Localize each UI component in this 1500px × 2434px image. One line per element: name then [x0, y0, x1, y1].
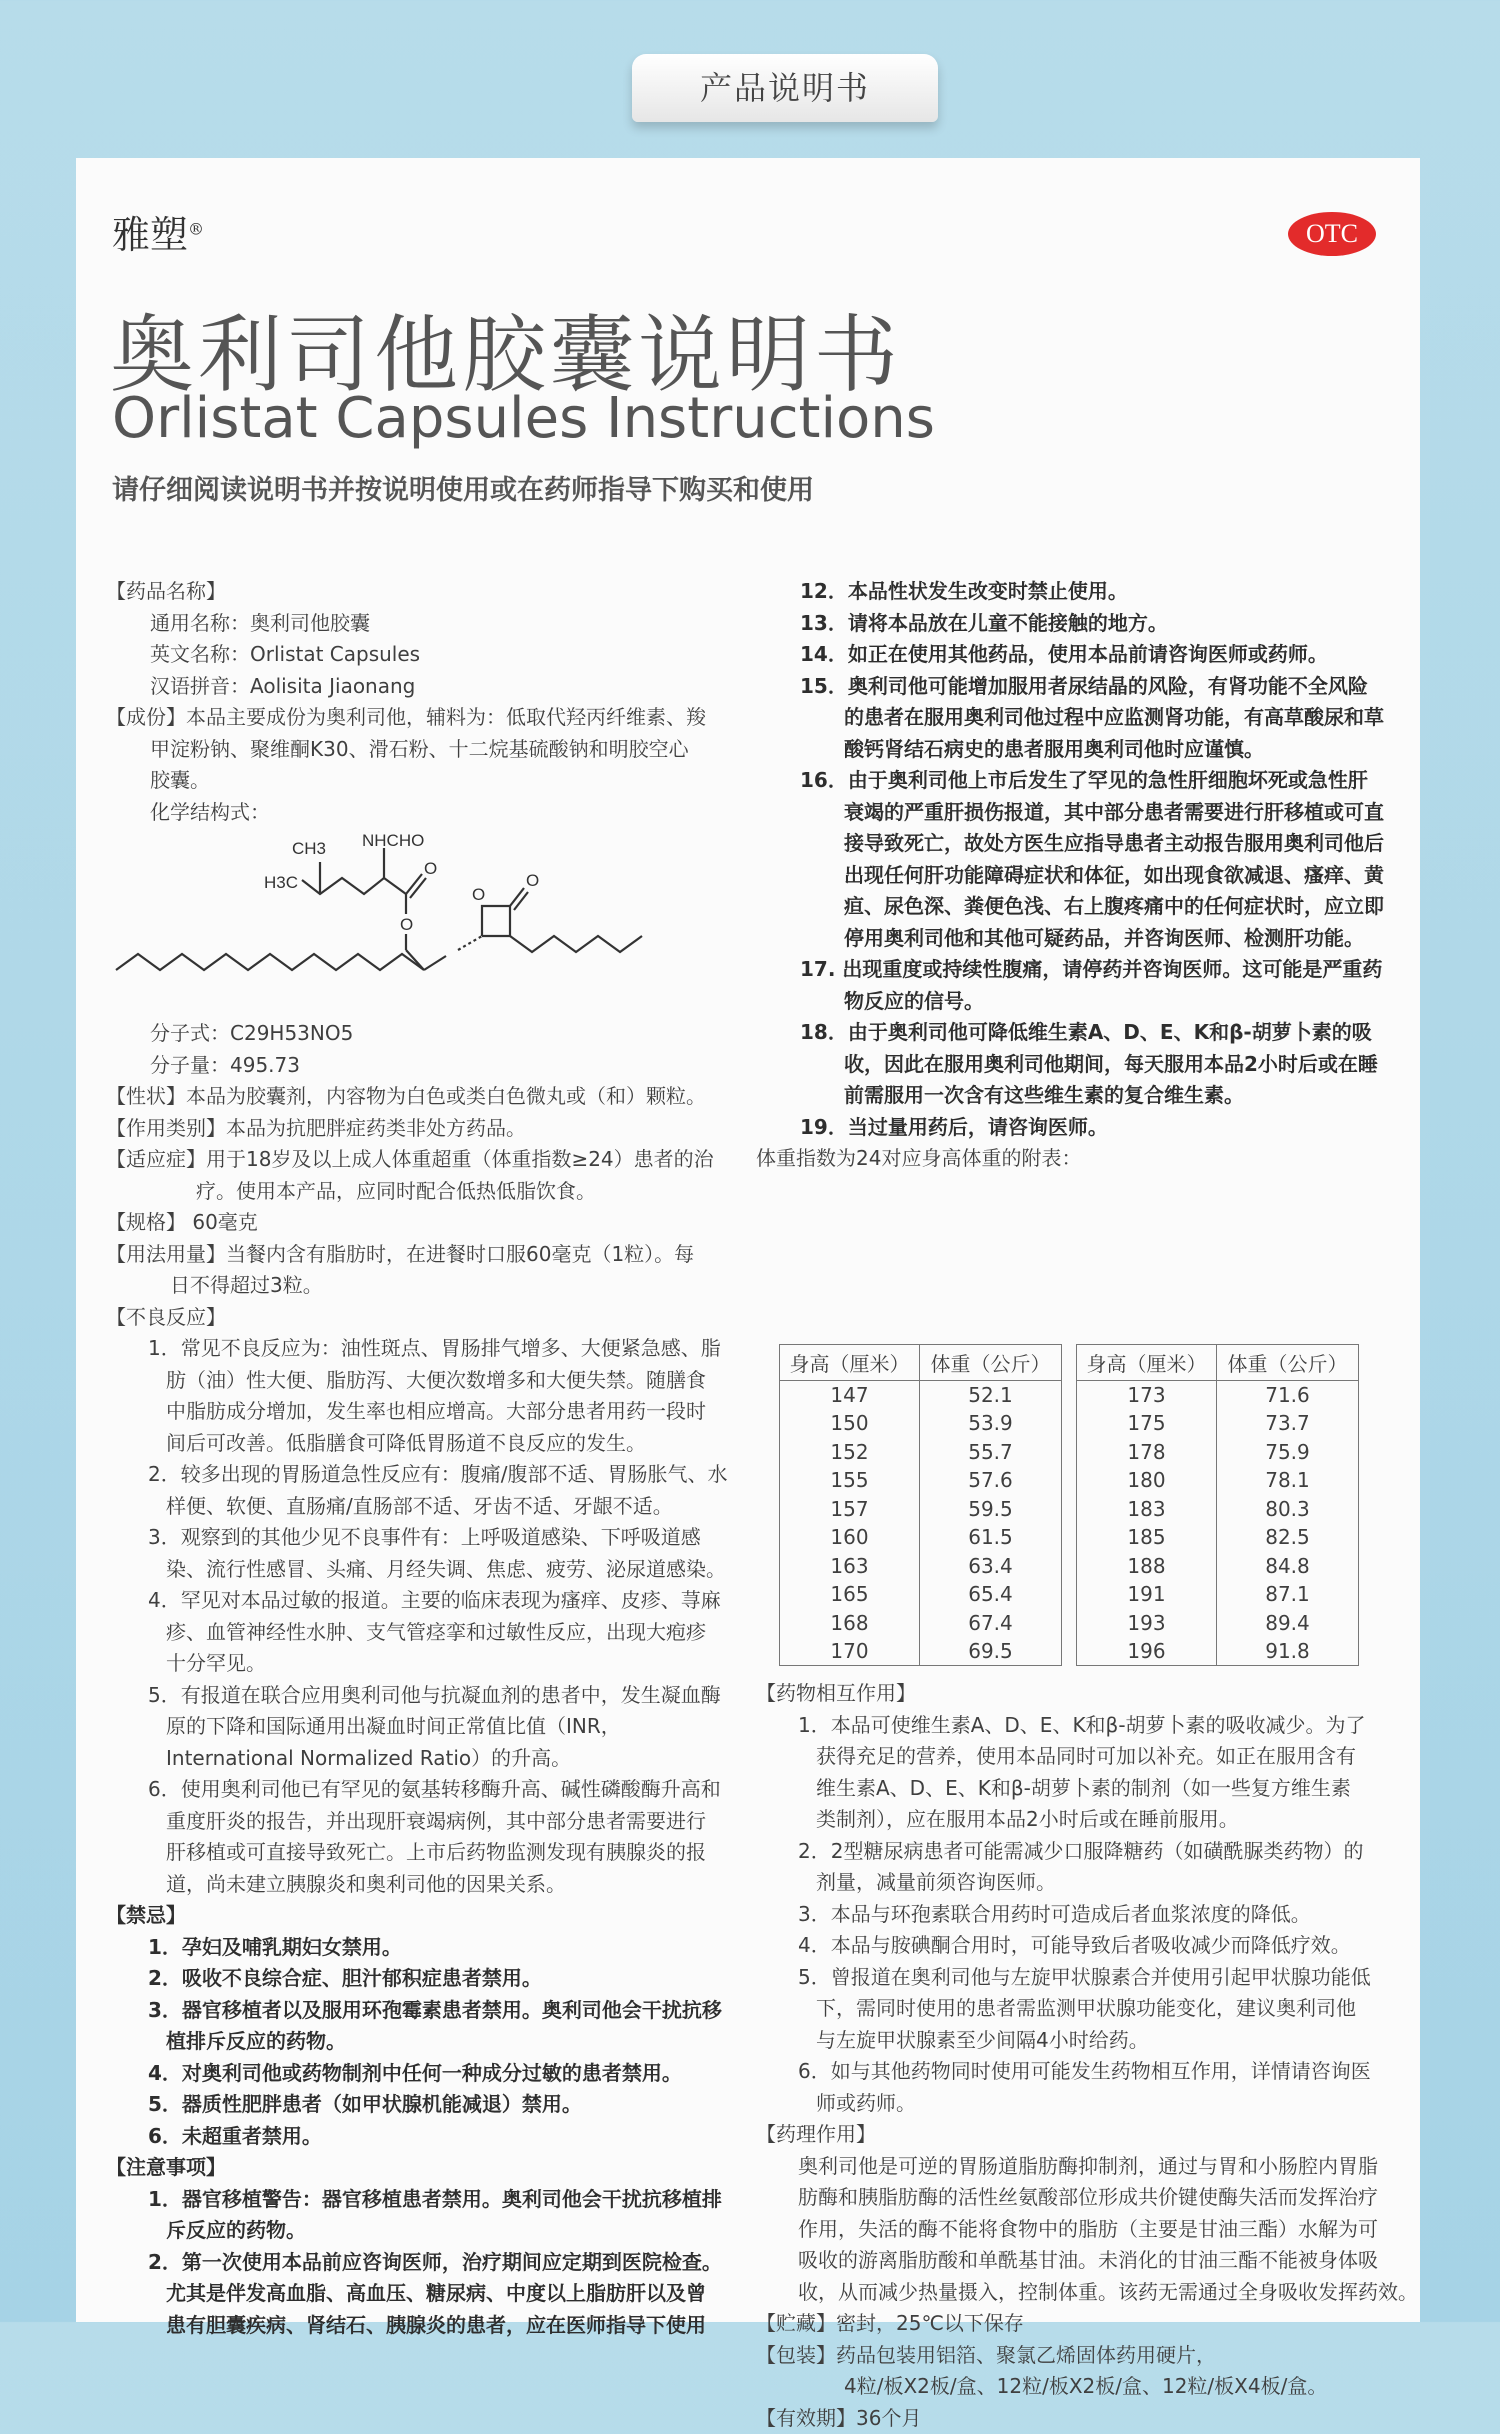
table-cell: 196 — [1077, 1637, 1217, 1666]
text-line: 疗。使用本产品，应同时配合低热低脂饮食。 — [106, 1176, 758, 1208]
table-row — [1077, 1552, 1359, 1581]
text-line: 1．常见不良反应为：油性斑点、胃肠排气增多、大便紧急感、脂 — [106, 1333, 758, 1365]
table-row — [1077, 1381, 1359, 1410]
otc-badge: OTC — [1288, 212, 1376, 256]
table-row — [1077, 1637, 1359, 1666]
text-line: 出现任何肝功能障碍症状和体征，如出现食欲减退、瘙痒、黄 — [756, 860, 1404, 892]
text-line: 体重指数为24对应身高体重的附表： — [756, 1143, 1404, 1175]
text-line: 4．罕见对本品过敏的报道。主要的临床表现为瘙痒、皮疹、荨麻 — [106, 1585, 758, 1617]
text-line: 获得充足的营养，使用本品同时可加以补充。如正在服用含有 — [756, 1741, 1404, 1773]
text-line: 3．观察到的其他少见不良事件有：上呼吸道感染、下呼吸道感 — [106, 1522, 758, 1554]
text-line: 下，需同时使用的患者需监测甲状腺功能变化，建议奥利司他 — [756, 1993, 1404, 2025]
table-cell: 160 — [780, 1523, 920, 1552]
text-line: 肝移植或可直接导致死亡。上市后药物监测发现有胰腺炎的报 — [106, 1837, 758, 1869]
text-line: 15．奥利司他可能增加服用者尿结晶的风险，有肾功能不全风险 — [756, 671, 1404, 703]
chem-label-o1: O — [424, 859, 437, 878]
table-row — [1077, 1523, 1359, 1552]
instruction-sheet — [76, 158, 1420, 2322]
chem-label-o4: O — [526, 871, 539, 890]
table-cell: 69.5 — [920, 1637, 1062, 1666]
table-row — [780, 1495, 1062, 1524]
text-line: 1．器官移植警告：器官移植患者禁用。奥利司他会干扰抗移植排 — [106, 2184, 758, 2216]
text-line: 3．本品与环孢素联合用药时可造成后者血浆浓度的降低。 — [756, 1899, 1404, 1931]
table-cell: 165 — [780, 1580, 920, 1609]
right-column — [756, 576, 1404, 1175]
table-cell: 61.5 — [920, 1523, 1062, 1552]
text-line: 【禁忌】 — [106, 1900, 758, 1932]
table-cell: 57.6 — [920, 1466, 1062, 1495]
text-line: 重度肝炎的报告，并出现肝衰竭病例，其中部分患者需要进行 — [106, 1806, 758, 1838]
text-line: 【药理作用】 — [756, 2119, 1404, 2151]
table-cell: 75.9 — [1217, 1438, 1359, 1467]
text-line: 停用奥利司他和其他可疑药品，并咨询医师、检测肝功能。 — [756, 923, 1404, 955]
bmi-table-left — [779, 1344, 1062, 1666]
table-cell: 191 — [1077, 1580, 1217, 1609]
table-row — [1077, 1580, 1359, 1609]
table-cell: 78.1 — [1217, 1466, 1359, 1495]
text-line: 原的下降和国际通用出凝血时间正常值比值（INR， — [106, 1711, 758, 1743]
table-header: 身高（厘米） — [1077, 1345, 1217, 1381]
table-cell: 175 — [1077, 1409, 1217, 1438]
table-cell: 157 — [780, 1495, 920, 1524]
table-cell: 147 — [780, 1381, 920, 1410]
text-line: 16．由于奥利司他上市后发生了罕见的急性肝细胞坏死或急性肝 — [756, 765, 1404, 797]
text-line: 样便、软便、直肠痛/直肠部不适、牙齿不适、牙龈不适。 — [106, 1491, 758, 1523]
text-line: 【作用类别】本品为抗肥胖症药类非处方药品。 — [106, 1113, 758, 1145]
right-section-top — [756, 576, 1404, 1175]
table-cell: 53.9 — [920, 1409, 1062, 1438]
text-line: 化学结构式： — [106, 797, 758, 829]
text-line: 3．器官移植者以及服用环孢霉素患者禁用。奥利司他会干扰抗移 — [106, 1995, 758, 2027]
text-line: 疹、血管神经性水肿、支气管痉挛和过敏性反应，出现大疱疹 — [106, 1617, 758, 1649]
table-cell: 168 — [780, 1609, 920, 1638]
text-line: 衰竭的严重肝损伤报道，其中部分患者需要进行肝移植或可直 — [756, 797, 1404, 829]
text-line: 6．未超重者禁用。 — [106, 2121, 758, 2153]
text-line: 4．对奥利司他或药物制剂中任何一种成分过敏的患者禁用。 — [106, 2058, 758, 2090]
text-line: 通用名称：奥利司他胶囊 — [106, 608, 758, 640]
text-line: 十分罕见。 — [106, 1648, 758, 1680]
text-line: 染、流行性感冒、头痛、月经失调、焦虑、疲劳、泌尿道感染。 — [106, 1554, 758, 1586]
text-line: 尤其是伴发高血脂、高血压、糖尿病、中度以上脂肪肝以及曾 — [106, 2278, 758, 2310]
table-cell: 59.5 — [920, 1495, 1062, 1524]
text-line: 肪酶和胰脂肪酶的活性丝氨酸部位形成共价键使酶失活而发挥治疗 — [756, 2182, 1404, 2214]
text-line: 收，从而减少热量摄入，控制体重。该药无需通过全身吸收发挥药效。 — [756, 2277, 1404, 2309]
text-line: 2．吸收不良综合症、胆汁郁积症患者禁用。 — [106, 1963, 758, 1995]
text-line: 5．有报道在联合应用奥利司他与抗凝血剂的患者中，发生凝血酶 — [106, 1680, 758, 1712]
text-line: 吸收的游离脂肪酸和单酰基甘油。未消化的甘油三酯不能被身体吸 — [756, 2245, 1404, 2277]
table-cell: 91.8 — [1217, 1637, 1359, 1666]
text-line: 奥利司他是可逆的胃肠道脂肪酶抑制剂，通过与胃和小肠腔内胃脂 — [756, 2151, 1404, 2183]
text-line: 13．请将本品放在儿童不能接触的地方。 — [756, 608, 1404, 640]
table-cell: 73.7 — [1217, 1409, 1359, 1438]
text-line: 斥反应的药物。 — [106, 2215, 758, 2247]
chemical-structure — [106, 828, 758, 1018]
table-cell: 71.6 — [1217, 1381, 1359, 1410]
text-line: 5．器质性肥胖患者（如甲状腺机能减退）禁用。 — [106, 2089, 758, 2121]
text-line: 6．使用奥利司他已有罕见的氨基转移酶升高、碱性磷酸酶升高和 — [106, 1774, 758, 1806]
text-line: 剂量，减量前须咨询医师。 — [756, 1867, 1404, 1899]
text-line: 接导致死亡，故处方医生应指导患者主动报告服用奥利司他后 — [756, 828, 1404, 860]
text-line: 【药物相互作用】 — [756, 1678, 1404, 1710]
text-line: 疸、尿色深、粪便色浅、右上腹疼痛中的任何症状时，应立即 — [756, 891, 1404, 923]
text-line: 【成份】本品主要成份为奥利司他，辅料为：低取代羟丙纤维素、羧 — [106, 702, 758, 734]
table-row — [780, 1523, 1062, 1552]
table-row — [780, 1381, 1062, 1410]
text-line: 作用，失活的酶不能将食物中的脂肪（主要是甘油三酯）水解为可 — [756, 2214, 1404, 2246]
table-cell: 193 — [1077, 1609, 1217, 1638]
table-cell: 82.5 — [1217, 1523, 1359, 1552]
right-column-bottom — [756, 1678, 1404, 2434]
text-line: 【包装】药品包装用铝箔、聚氯乙烯固体药用硬片， — [756, 2340, 1404, 2372]
table-cell: 178 — [1077, 1438, 1217, 1467]
table-row — [780, 1438, 1062, 1467]
left-column — [106, 576, 758, 2341]
page-title-english: Orlistat Capsules Instructions — [112, 386, 935, 451]
text-line: 14．如正在使用其他药品，使用本品前请咨询医师或药师。 — [756, 639, 1404, 671]
table-row — [780, 1637, 1062, 1666]
text-line: 【适应症】用于18岁及以上成人体重超重（体重指数≥24）患者的治 — [106, 1144, 758, 1176]
text-line: 类制剂），应在服用本品2小时后或在睡前服用。 — [756, 1804, 1404, 1836]
text-line: 肪（油）性大便、脂肪泻、大便次数增多和大便失禁。随膳食 — [106, 1365, 758, 1397]
chem-label-o2: O — [400, 915, 413, 934]
table-cell: 188 — [1077, 1552, 1217, 1581]
text-line: 与左旋甲状腺素至少间隔4小时给药。 — [756, 2025, 1404, 2057]
table-cell: 67.4 — [920, 1609, 1062, 1638]
text-line: 【贮藏】密封，25℃以下保存 — [756, 2308, 1404, 2340]
table-header: 体重（公斤） — [920, 1345, 1062, 1381]
table-cell: 150 — [780, 1409, 920, 1438]
left-section-top — [106, 576, 758, 828]
chem-label-ch3: CH3 — [292, 839, 326, 858]
table-header: 身高（厘米） — [780, 1345, 920, 1381]
text-line: 中脂肪成分增加，发生率也相应增高。大部分患者用药一段时 — [106, 1396, 758, 1428]
text-line: 道，尚未建立胰腺炎和奥利司他的因果关系。 — [106, 1869, 758, 1901]
text-line: 物反应的信号。 — [756, 986, 1404, 1018]
table-cell: 173 — [1077, 1381, 1217, 1410]
text-line: 间后可改善。低脂膳食可降低胃肠道不良反应的发生。 — [106, 1428, 758, 1460]
text-line: 18．由于奥利司他可降低维生素A、D、E、K和β-胡萝卜素的吸 — [756, 1017, 1404, 1049]
table-row — [1077, 1495, 1359, 1524]
table-row — [1077, 1466, 1359, 1495]
table-cell: 63.4 — [920, 1552, 1062, 1581]
table-cell: 183 — [1077, 1495, 1217, 1524]
chem-label-nhcho: NHCHO — [362, 831, 424, 850]
chem-label-o3: O — [472, 885, 485, 904]
text-line: 患有胆囊疾病、肾结石、胰腺炎的患者，应在医师指导下使用 — [106, 2310, 758, 2342]
text-line: 维生素A、D、E、K和β-胡萝卜素的制剂（如一些复方维生素 — [756, 1773, 1404, 1805]
table-row — [780, 1552, 1062, 1581]
bmi-table-right — [1076, 1344, 1359, 1666]
table-cell: 55.7 — [920, 1438, 1062, 1467]
usage-notice: 请仔细阅读说明书并按说明使用或在药师指导下购买和使用 — [112, 468, 814, 507]
table-row — [1077, 1409, 1359, 1438]
text-line: 5．曾报道在奥利司他与左旋甲状腺素合并使用引起甲状腺功能低 — [756, 1962, 1404, 1994]
text-line: 【不良反应】 — [106, 1302, 758, 1334]
text-line: 12．本品性状发生改变时禁止使用。 — [756, 576, 1404, 608]
text-line: 6．如与其他药物同时使用可能发生药物相互作用，详情请咨询医 — [756, 2056, 1404, 2088]
text-line: 17. 出现重度或持续性腹痛，请停药并咨询医师。这可能是严重药 — [756, 954, 1404, 986]
text-line: International Normalized Ratio）的升高。 — [106, 1743, 758, 1775]
table-cell: 155 — [780, 1466, 920, 1495]
right-section-bottom — [756, 1678, 1404, 2434]
table-row — [780, 1580, 1062, 1609]
text-line: 【规格】 60毫克 — [106, 1207, 758, 1239]
text-line: 胶囊。 — [106, 765, 758, 797]
table-cell: 185 — [1077, 1523, 1217, 1552]
table-row — [780, 1466, 1062, 1495]
text-line: 1．孕妇及哺乳期妇女禁用。 — [106, 1932, 758, 1964]
text-line: 4．本品与胺碘酮合用时，可能导致后者吸收减少而降低疗效。 — [756, 1930, 1404, 1962]
table-header: 体重（公斤） — [1217, 1345, 1359, 1381]
text-line: 2．较多出现的胃肠道急性反应有：腹痛/腹部不适、胃肠胀气、水 — [106, 1459, 758, 1491]
text-line: 英文名称：Orlistat Capsules — [106, 639, 758, 671]
text-line: 植排斥反应的药物。 — [106, 2026, 758, 2058]
table-cell: 80.3 — [1217, 1495, 1359, 1524]
left-section-bottom — [106, 1018, 758, 2341]
chemical-structure-diagram — [106, 828, 706, 1018]
text-line: 【用法用量】当餐内含有脂肪时，在进餐时口服60毫克（1粒）。每 — [106, 1239, 758, 1271]
chem-label-h3c: H3C — [264, 873, 298, 892]
text-line: 收，因此在服用奥利司他期间，每天服用本品2小时后或在睡 — [756, 1049, 1404, 1081]
table-cell: 89.4 — [1217, 1609, 1359, 1638]
text-line: 分子式：C29H53NO5 — [106, 1018, 758, 1050]
text-line: 酸钙肾结石病史的患者服用奥利司他时应谨慎。 — [756, 734, 1404, 766]
brand-name: 雅塑 — [112, 213, 188, 257]
text-line: 1．本品可使维生素A、D、E、K和β-胡萝卜素的吸收减少。为了 — [756, 1710, 1404, 1742]
table-cell: 65.4 — [920, 1580, 1062, 1609]
text-line: 师或药师。 — [756, 2088, 1404, 2120]
text-line: 19．当过量用药后，请咨询医师。 — [756, 1112, 1404, 1144]
table-row — [780, 1609, 1062, 1638]
table-cell: 84.8 — [1217, 1552, 1359, 1581]
text-line: 甲淀粉钠、聚维酮K30、滑石粉、十二烷基硫酸钠和明胶空心 — [106, 734, 758, 766]
text-line: 【有效期】36个月 — [756, 2403, 1404, 2434]
text-line: 分子量：495.73 — [106, 1050, 758, 1082]
table-cell: 180 — [1077, 1466, 1217, 1495]
text-line: 的患者在服用奥利司他过程中应监测肾功能，有高草酸尿和草 — [756, 702, 1404, 734]
text-line: 【性状】本品为胶囊剂，内容物为白色或类白色微丸或（和）颗粒。 — [106, 1081, 758, 1113]
text-line: 前需服用一次含有这些维生素的复合维生素。 — [756, 1080, 1404, 1112]
registered-mark: ® — [188, 219, 204, 238]
text-line: 4粒/板X2板/盒、12粒/板X2板/盒、12粒/板X4板/盒。 — [756, 2371, 1404, 2403]
table-cell: 152 — [780, 1438, 920, 1467]
table-row — [1077, 1609, 1359, 1638]
table-cell: 52.1 — [920, 1381, 1062, 1410]
text-line: 【注意事项】 — [106, 2152, 758, 2184]
text-line: 【药品名称】 — [106, 576, 758, 608]
text-line: 日不得超过3粒。 — [106, 1270, 758, 1302]
product-manual-tab[interactable]: 产品说明书 — [632, 54, 938, 122]
text-line: 2．2型糖尿病患者可能需减少口服降糖药（如磺酰脲类药物）的 — [756, 1836, 1404, 1868]
table-cell: 170 — [780, 1637, 920, 1666]
table-cell: 163 — [780, 1552, 920, 1581]
table-row — [1077, 1438, 1359, 1467]
table-cell: 87.1 — [1217, 1580, 1359, 1609]
page-title: 奥利司他胶囊说明书 — [110, 288, 902, 409]
text-line: 2．第一次使用本品前应咨询医师，治疗期间应定期到医院检查。 — [106, 2247, 758, 2279]
text-line: 汉语拼音：Aolisita Jiaonang — [106, 671, 758, 703]
table-row — [780, 1409, 1062, 1438]
brand-logo — [112, 204, 204, 259]
